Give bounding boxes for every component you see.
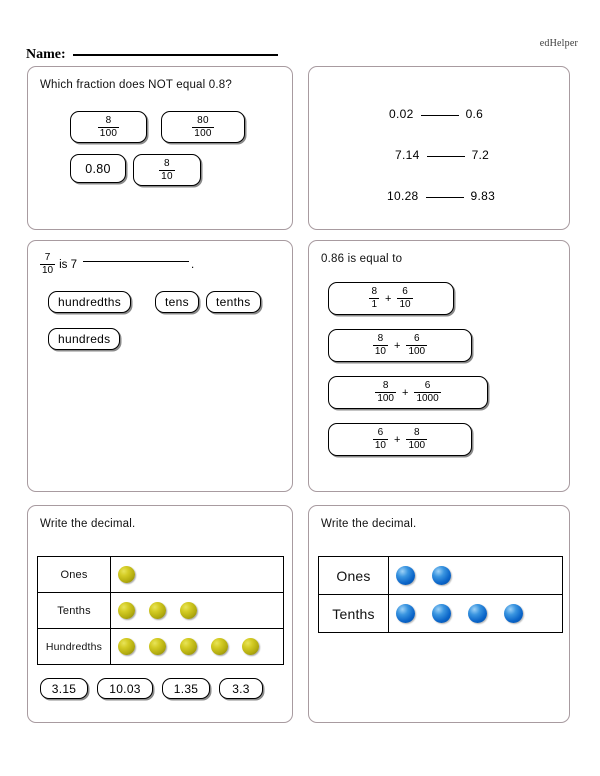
comparison-row-3 — [387, 189, 495, 203]
q5-option-4[interactable]: 3.3 — [219, 678, 263, 699]
comparison-row-2 — [395, 148, 489, 162]
table-row — [38, 593, 284, 629]
q4-option-2-expression — [373, 334, 427, 357]
blue-ball-icon — [396, 604, 415, 623]
table-row — [38, 629, 284, 665]
question-5-text: Write the decimal. — [40, 518, 136, 530]
q4-option-1[interactable] — [328, 282, 454, 315]
comparison-row-1 — [389, 107, 483, 121]
decimal-0-80: 0.80 — [85, 161, 111, 176]
gold-ball-icon — [180, 638, 197, 655]
q4-option-1-expression — [369, 287, 412, 310]
comparison-2-right: 7.2 — [471, 148, 490, 162]
question-1-text: Which fraction does NOT equal 0.8? — [40, 79, 232, 91]
fraction-a-4: $\frac{6}{10}$ — [374, 427, 386, 451]
q1-option-3[interactable] — [70, 154, 126, 183]
q3-option-tens[interactable]: tens — [155, 291, 199, 313]
question-panel-2 — [308, 66, 570, 230]
pv-label-hundredths: Hundredths — [38, 629, 111, 665]
dot-group-ones — [396, 566, 562, 585]
blue-ball-icon — [432, 604, 451, 623]
gold-ball-icon — [180, 602, 197, 619]
gold-ball-icon — [242, 638, 259, 655]
comparison-1-left: 0.02 — [389, 107, 414, 121]
fraction-8-10: $\frac{8}{10}$ — [161, 157, 173, 182]
q5-option-1[interactable]: 3.15 — [40, 678, 88, 699]
gold-ball-icon — [211, 638, 228, 655]
fraction-b-2: $\frac{6}{100}$ — [408, 333, 426, 357]
plus-sign-1: + — [385, 292, 392, 305]
plus-sign-2: + — [394, 339, 401, 352]
q3-text-before: is 7 — [59, 258, 78, 271]
fraction-8-100: $\frac{8}{100}$ — [99, 114, 118, 139]
fraction-a-1: $\frac{8}{1}$ — [371, 286, 377, 310]
fraction-7-10: $\frac{7}{10}$ — [42, 252, 54, 276]
question-panel-1 — [27, 66, 293, 230]
plus-sign-4: + — [394, 433, 401, 446]
edhelper-logo: edHelper — [539, 38, 578, 49]
blue-ball-icon — [504, 604, 523, 623]
q3-option-hundredths[interactable]: hundredths — [48, 291, 131, 313]
place-value-table-gold — [37, 556, 284, 665]
blue-ball-icon — [432, 566, 451, 585]
table-row — [319, 557, 563, 595]
q4-option-4[interactable] — [328, 423, 472, 456]
pv-label-ones: Ones — [38, 557, 111, 593]
q5-option-2[interactable]: 10.03 — [97, 678, 153, 699]
name-input-line[interactable] — [73, 54, 278, 56]
comparison-2-left: 7.14 — [395, 148, 420, 162]
question-4-text: 0.86 is equal to — [321, 253, 403, 265]
dot-group-tenths — [118, 602, 283, 619]
q3-text-after: . — [191, 258, 195, 271]
blue-ball-icon — [468, 604, 487, 623]
pv-label-ones: Ones — [319, 557, 389, 595]
comparison-1-right: 0.6 — [465, 107, 484, 121]
table-row — [38, 557, 284, 593]
q1-option-2[interactable] — [161, 111, 245, 143]
fraction-a-3: $\frac{8}{100}$ — [377, 380, 394, 404]
q4-option-3[interactable] — [328, 376, 488, 409]
name-label: Name: — [26, 47, 66, 62]
gold-ball-icon — [118, 638, 135, 655]
fraction-b-3: $\frac{6}{1000}$ — [416, 380, 439, 404]
question-panel-4 — [308, 240, 570, 492]
q5-option-3[interactable]: 1.35 — [162, 678, 210, 699]
pv-label-tenths: Tenths — [38, 593, 111, 629]
fraction-a-2: $\frac{8}{10}$ — [374, 333, 386, 357]
gold-ball-icon — [149, 638, 166, 655]
q1-option-1[interactable] — [70, 111, 147, 143]
blue-ball-icon — [396, 566, 415, 585]
q3-option-tenths[interactable]: tenths — [206, 291, 261, 313]
gold-ball-icon — [118, 566, 135, 583]
fraction-80-100: $\frac{80}{100}$ — [194, 114, 212, 139]
q4-option-2[interactable] — [328, 329, 472, 362]
pv-dots-ones — [111, 557, 284, 593]
name-field-row — [26, 47, 278, 63]
q1-option-4[interactable] — [133, 154, 201, 186]
question-6-text: Write the decimal. — [321, 518, 417, 530]
q4-option-4-expression — [373, 428, 427, 451]
question-3-text — [40, 253, 194, 276]
pv-dots-hundredths — [111, 629, 284, 665]
comparison-2-blank[interactable] — [427, 156, 465, 157]
q3-option-hundreds[interactable]: hundreds — [48, 328, 120, 350]
gold-ball-icon — [118, 602, 135, 619]
fraction-b-4: $\frac{8}{100}$ — [408, 427, 426, 451]
question-panel-6 — [308, 505, 570, 723]
plus-sign-3: + — [402, 386, 409, 399]
question-panel-5 — [27, 505, 293, 723]
comparison-1-blank[interactable] — [421, 115, 459, 116]
dot-group-tenths — [396, 604, 562, 623]
pv-dots-tenths — [389, 595, 563, 633]
pv-label-tenths: Tenths — [319, 595, 389, 633]
comparison-3-blank[interactable] — [426, 197, 464, 198]
fraction-b-1: $\frac{6}{10}$ — [399, 286, 411, 310]
dot-group-hundredths — [118, 638, 283, 655]
comparison-3-right: 9.83 — [470, 189, 496, 203]
place-value-table-blue — [318, 556, 563, 633]
dot-group-ones — [118, 566, 283, 583]
table-row — [319, 595, 563, 633]
comparison-3-left: 10.28 — [387, 189, 419, 203]
gold-ball-icon — [149, 602, 166, 619]
q3-answer-blank[interactable] — [83, 261, 189, 262]
q4-option-3-expression — [375, 381, 440, 404]
question-panel-3 — [27, 240, 293, 492]
pv-dots-tenths — [111, 593, 284, 629]
pv-dots-ones — [389, 557, 563, 595]
